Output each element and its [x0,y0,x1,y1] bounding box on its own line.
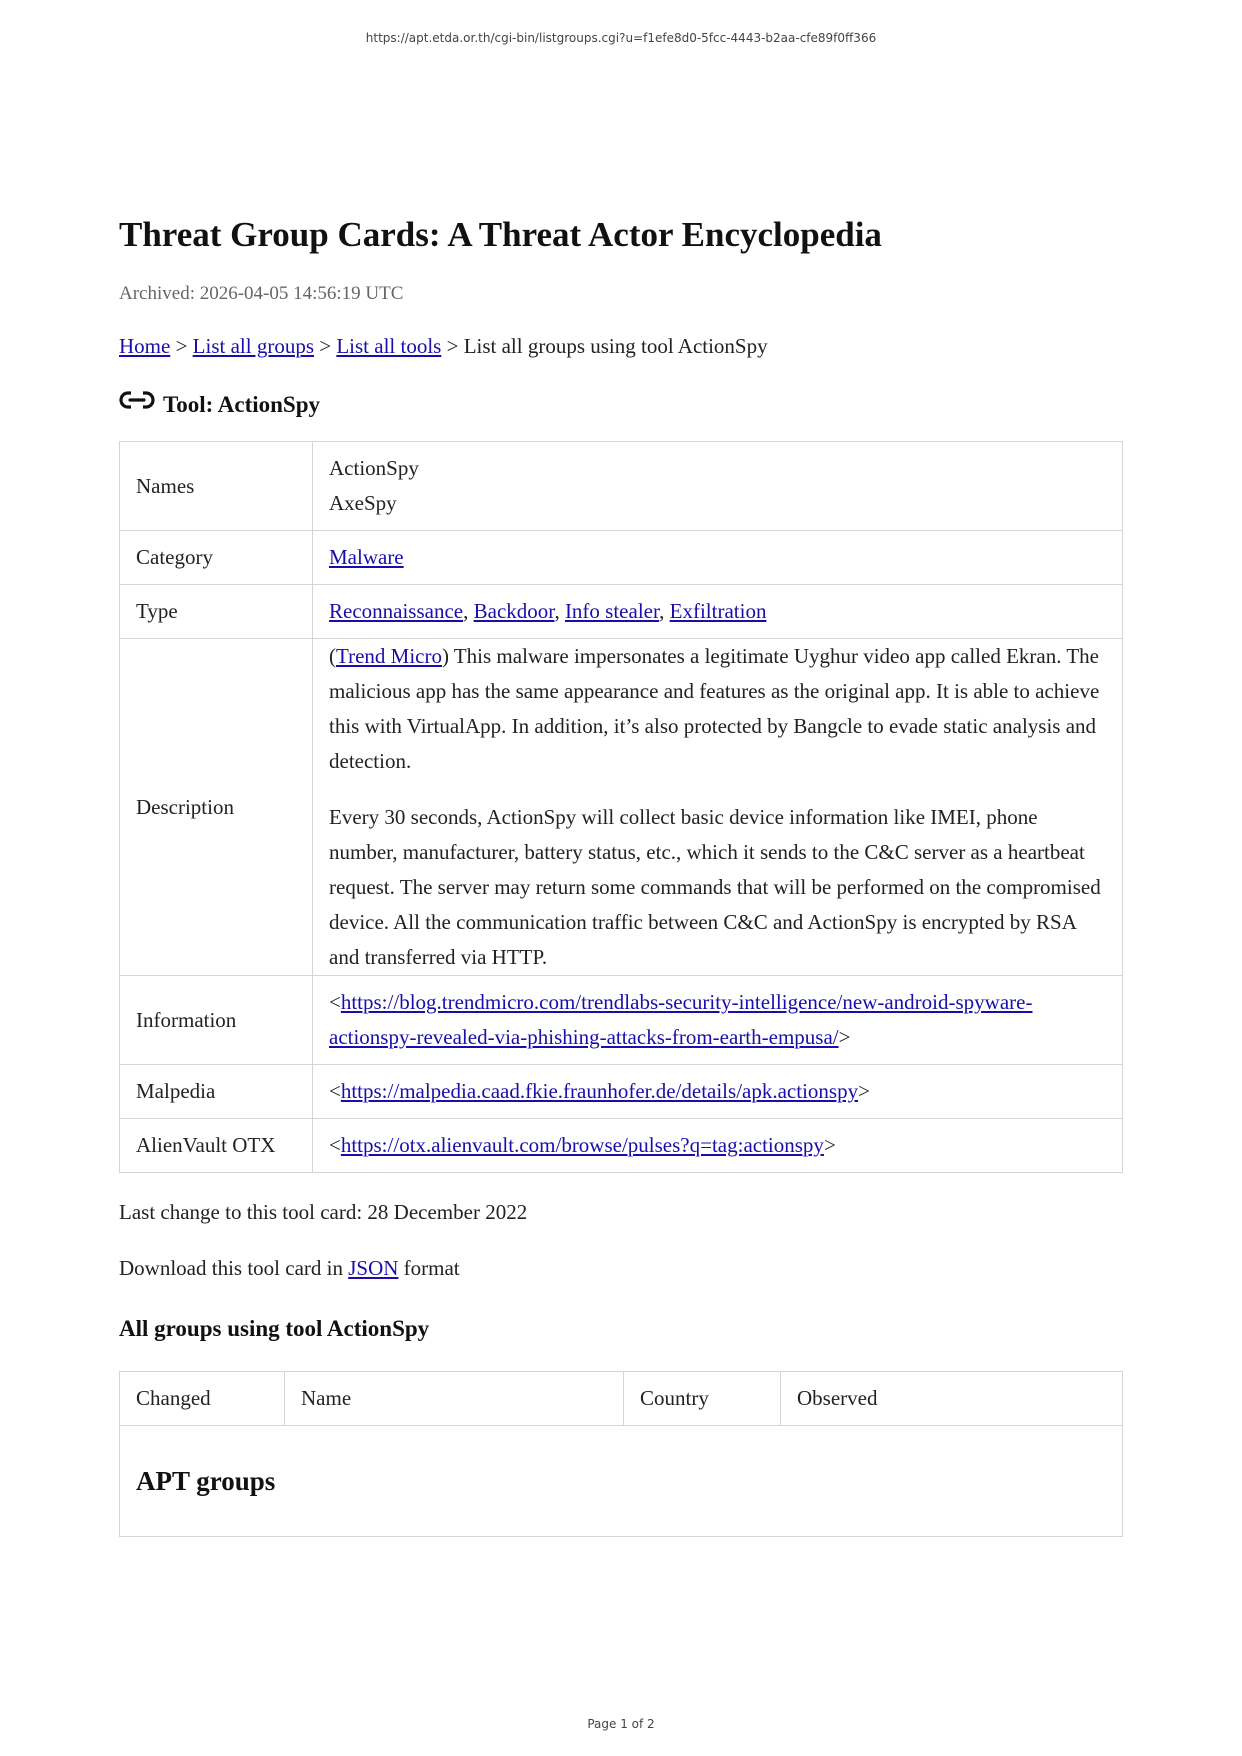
malpedia-row [120,1065,1123,1119]
description-text: ) This malware impersonates a legitimate Uyghur video app called Ekran. The malicious app has the same appearance and features as the original app. It is able to achieve this with VirtualApp. In addition, it’s also protected by Bangcle to evade static analysis and detection. [329,644,1100,773]
description-value [313,639,1123,976]
type-link[interactable]: Reconnaissance [329,599,464,623]
breadcrumb-separator: > [446,334,459,358]
download-line [119,1253,1123,1283]
otx-label: AlienVault OTX [120,1119,313,1173]
main-content [119,213,1123,1537]
information-value [313,976,1123,1065]
description-source-link[interactable]: Trend Micro [336,644,442,668]
angle-close: > [838,1025,851,1049]
breadcrumb-separator: > [175,334,188,358]
description-paragraph: Every 30 seconds, ActionSpy will collect basic device information like IMEI, phone number, manufacturer, battery status, etc., which it sends to the C&C server as a heartbeat request. The server may return some commands that will be performed on the compromised device. All the communication traffic between C&C and ActionSpy is encrypted by RSA and transferred via HTTP. [329,805,1101,969]
names-label: Names [120,442,313,531]
angle-open: < [329,990,341,1014]
description-row [120,639,1123,976]
type-link[interactable]: Backdoor [473,599,555,623]
json-download-link[interactable]: JSON [348,1256,399,1280]
print-url: https://apt.etda.or.th/cgi-bin/listgroups.cgi?u=f1efe8d0-5fcc-4443-b2aa-cfe89f0ff366 [365,31,877,45]
download-prefix: Download this tool card in [119,1256,343,1280]
malpedia-link[interactable]: https://malpedia.caad.fkie.fraunhofer.de/details/apk.actionspy [340,1079,859,1103]
otx-link[interactable]: https://otx.alienvault.com/browse/pulses?q=tag:actionspy [340,1133,824,1157]
column-header-name[interactable]: Name [285,1372,624,1426]
tool-card-table [119,441,1123,1173]
angle-open: < [329,1133,341,1157]
type-link[interactable]: Exfiltration [669,599,767,623]
type-separator: , [659,599,665,623]
names-value [313,442,1123,531]
tool-heading-label: Tool: ActionSpy [163,392,321,417]
type-separator: , [554,599,560,623]
description-label: Description [120,639,313,976]
angle-close: > [858,1079,870,1103]
information-row [120,976,1123,1065]
breadcrumb-current: List all groups using tool ActionSpy [463,334,768,358]
type-label: Type [120,585,313,639]
description-open-paren: ( [329,644,336,668]
last-change-text: Last change to this tool card: 28 December 2022 [119,1200,528,1224]
type-value [313,585,1123,639]
column-header-observed[interactable]: Observed [781,1372,1123,1426]
otx-row [120,1119,1123,1173]
breadcrumb-tools-link[interactable]: List all tools [336,334,442,358]
column-header-changed[interactable]: Changed [120,1372,285,1426]
angle-close: > [823,1133,836,1157]
malpedia-value [313,1065,1123,1119]
category-value [313,531,1123,585]
malpedia-label: Malpedia [120,1065,313,1119]
category-label: Category [120,531,313,585]
description-paragraph [329,639,1106,779]
breadcrumb [119,331,1123,361]
category-link[interactable]: Malware [329,545,404,569]
information-link[interactable]: https://blog.trendmicro.com/trendlabs-security-intelligence/new-android-spyware-actionspy-revealed-via-phishing-attacks-from-earth-empusa/ [329,990,1033,1049]
name-item: ActionSpy [329,456,419,480]
tool-heading [119,389,1123,421]
page-title: Threat Group Cards: A Threat Actor Encyclopedia [119,215,882,254]
page-number: Page 1 of 2 [587,1717,655,1731]
type-row [120,585,1123,639]
download-suffix: format [403,1256,460,1280]
groups-header-row [120,1372,1123,1426]
name-item: AxeSpy [329,491,397,515]
apt-groups-heading: APT groups [120,1426,1123,1537]
category-row [120,531,1123,585]
otx-value [313,1119,1123,1173]
type-link[interactable]: Info stealer [564,599,660,623]
link-icon [119,389,155,411]
breadcrumb-separator: > [319,334,332,358]
type-separator: , [463,599,469,623]
column-header-country[interactable]: Country [624,1372,781,1426]
breadcrumb-groups-link[interactable]: List all groups [192,334,314,358]
names-row [120,442,1123,531]
groups-table [119,1371,1123,1537]
angle-open: < [329,1079,341,1103]
groups-section-row [120,1426,1123,1537]
breadcrumb-home-link[interactable]: Home [119,334,171,358]
groups-section-title: All groups using tool ActionSpy [119,1316,430,1341]
archived-timestamp: Archived: 2026-04-05 14:56:19 UTC [119,283,404,304]
information-label: Information [120,976,313,1065]
